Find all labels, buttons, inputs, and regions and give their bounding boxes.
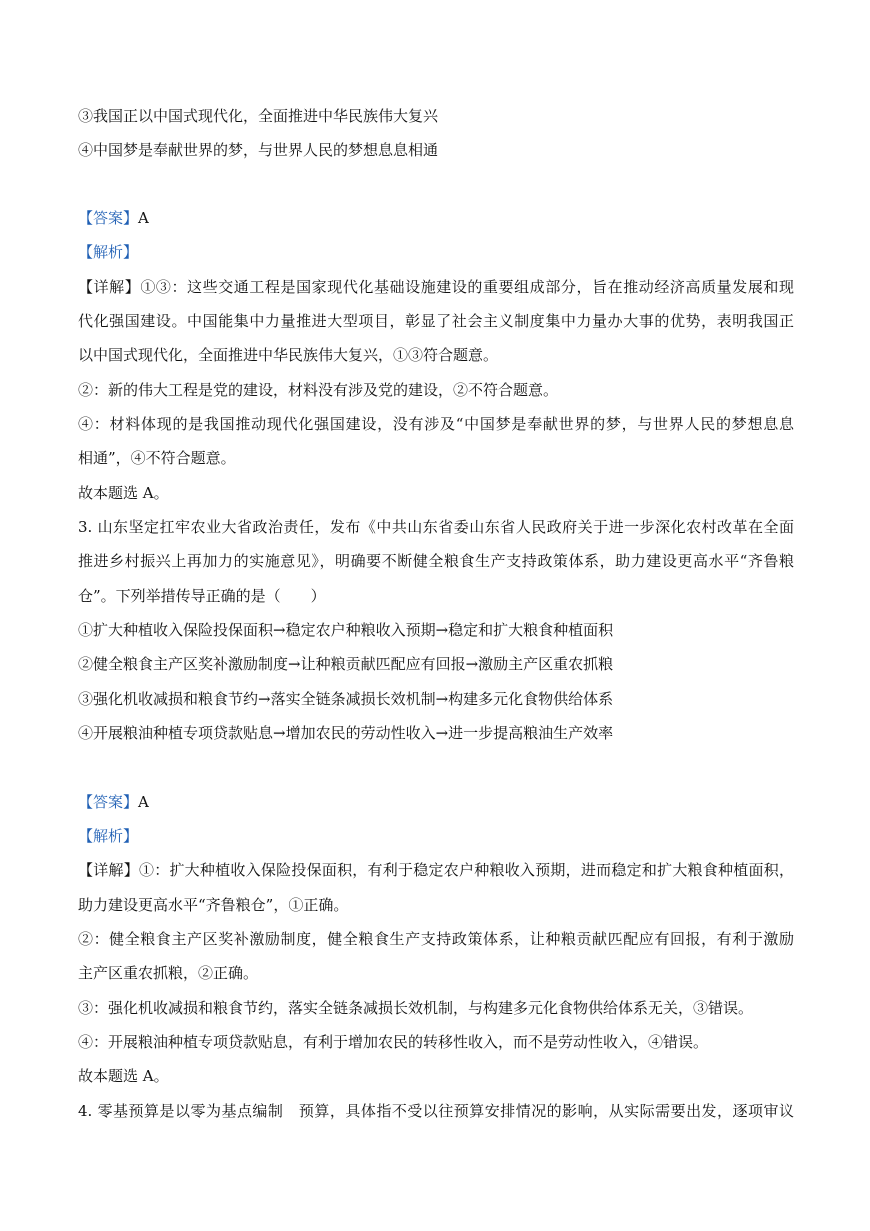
q2-detail-line-1 xyxy=(78,277,794,297)
q2-detail-line-5: ④：材料体现的是我国推动现代化强国建设，没有涉及“中国梦是奉献世界的梦，与世界人民的梦想息息 xyxy=(78,415,794,433)
q3-stem-line-3: 仓”。下列举措传导正确的是（ ） xyxy=(78,587,326,605)
q3-item-3: ③强化机收减损和粮食节约→落实全链条减损长效机制→构建多元化食物供给体系 xyxy=(78,690,614,708)
q3-detail-line-4: 主产区重农抓粮，②正确。 xyxy=(78,964,259,982)
q2-detail-tag: 【详解】 xyxy=(78,278,141,296)
q2-detail-line-2: 代化强国建设。中国能集中力量推进大型项目，彰显了社会主义制度集中力量办大事的优势，表明我国正 xyxy=(78,312,794,330)
q2-answer-tag: 【答案】 xyxy=(78,209,139,227)
q3-detail-line-2: 助力建设更高水平“齐鲁粮仓”，①正确。 xyxy=(78,896,349,914)
q2-detail-line-6: 相通”，④不符合题意。 xyxy=(78,449,236,467)
q3-answer-value: A xyxy=(138,793,149,811)
q2-item-4: ④中国梦是奉献世界的梦，与世界人民的梦想息息相通 xyxy=(78,141,439,159)
q2-item-3: ③我国正以中国式现代化，全面推进中华民族伟大复兴 xyxy=(78,107,439,125)
q2-detail-text-1: ①③：这些交通工程是国家现代化基础设施建设的重要组成部分，旨在推动经济高质量发展和现 xyxy=(140,278,794,296)
q2-answer xyxy=(78,208,794,228)
q2-answer-value: A xyxy=(138,209,149,227)
q3-analysis-tag: 【解析】 xyxy=(78,827,139,845)
q3-detail-line-6: ④：开展粮油种植专项贷款贴息，有利于增加农民的转移性收入，而不是劳动性收入，④错误。 xyxy=(78,1033,709,1051)
q3-detail-line-3: ②：健全粮食主产区奖补激励制度，健全粮食生产支持政策体系，让种粮贡献匹配应有回报，有利于激励 xyxy=(78,930,794,948)
q3-detail-line-5: ③：强化机收减损和粮食节约，落实全链条减损长效机制，与构建多元化食物供给体系无关，③错误。 xyxy=(78,999,754,1017)
q2-analysis-tag: 【解析】 xyxy=(78,243,139,261)
q3-answer xyxy=(78,792,794,812)
q2-detail-line-3: 以中国式现代化，全面推进中华民族伟大复兴，①③符合题意。 xyxy=(78,346,499,364)
q3-detail-text-1: ①：扩大种植收入保险投保面积，有利于稳定农户种粮收入预期，进而稳定和扩大粮食种植面积， xyxy=(138,861,794,879)
q2-detail-line-4: ②：新的伟大工程是党的建设，材料没有涉及党的建设，②不符合题意。 xyxy=(78,381,559,399)
q3-detail-line-1 xyxy=(78,860,794,880)
q4-stem-line-1: 4. 零基预算是以零为基点编制 预算，具体指不受以往预算安排情况的影响，从实际需要出发，逐项审议 xyxy=(78,1102,794,1120)
q3-item-2: ②健全粮食主产区奖补激励制度→让种粮贡献匹配应有回报→激励主产区重农抓粮 xyxy=(78,655,614,673)
q3-answer-tag: 【答案】 xyxy=(78,793,139,811)
q3-stem-line-2: 推进乡村振兴上再加力的实施意见》，明确要不断健全粮食生产支持政策体系，助力建设更高水平“齐鲁粮 xyxy=(78,552,794,570)
q3-item-4: ④开展粮油种植专项贷款贴息→增加农民的劳动性收入→进一步提高粮油生产效率 xyxy=(78,724,614,742)
q3-conclusion: 故本题选 A。 xyxy=(78,1067,169,1085)
q3-item-1: ①扩大种植收入保险投保面积→稳定农户种粮收入预期→稳定和扩大粮食种植面积 xyxy=(78,621,614,639)
q3-stem-line-1: 3. 山东坚定扛牢农业大省政治责任，发布《中共山东省委山东省人民政府关于进一步深化农村改革在全面 xyxy=(78,518,794,536)
q3-detail-tag: 【详解】 xyxy=(78,861,139,879)
q2-conclusion: 故本题选 A。 xyxy=(78,484,169,502)
